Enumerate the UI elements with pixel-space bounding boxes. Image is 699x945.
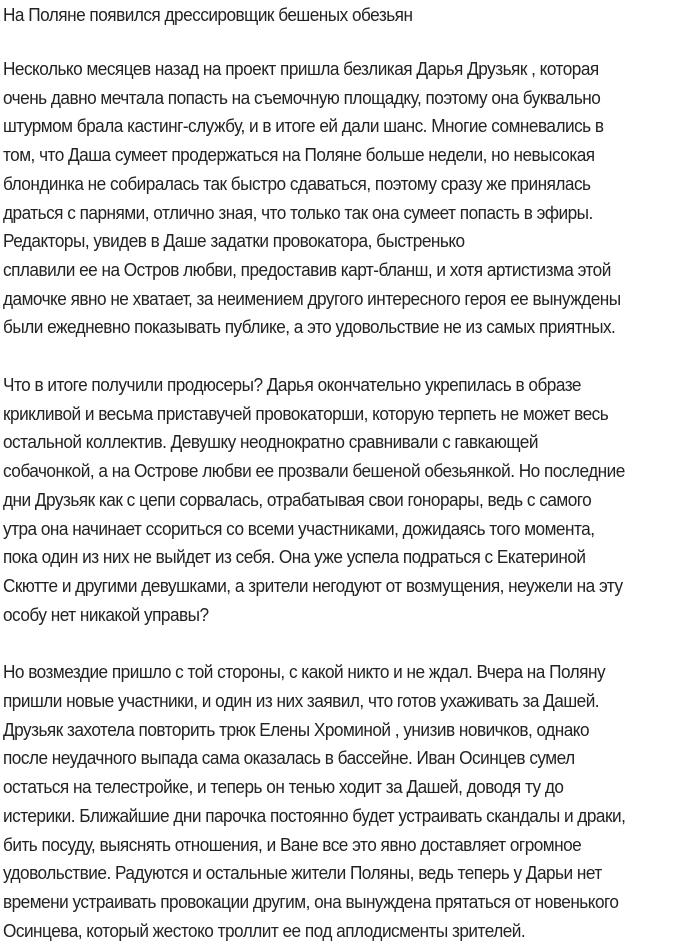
text-line: остаться на телестройке, и теперь он тенью ходит за Дашей, доводя ту до [3,776,564,798]
text-line: дамочке явно не хватает, за неимением другого интересного героя ее вынуждены [3,287,621,309]
text-line: сплавили ее на Остров любви, предоставив карт-бланш, и хотя артистизма этой [3,258,611,280]
paragraph-1 [3,55,699,342]
text-line: очень давно мечтала попасть на съемочную площадку, поэтому она буквально [3,86,601,108]
text-line: блондинка не собиралась так быстро сдаваться, поэтому сразу же принялась [3,172,591,194]
text-line: Но возмездие пришло с той стороны, с какой никто и не ждал. Вчера на Поляну [3,661,606,683]
text-line: дни Друзьяк как с цепи сорвалась, отрабатывая свои гонорары, ведь с самого [3,488,592,510]
text-line: драться с парнями, отлично зная, что только так она сумеет попасть в эфиры. [3,201,593,223]
text-line: пришли новые участники, и один из них заявил, что готов ухаживать за Дашей. [3,690,600,712]
text-line: остальной коллектив. Девушку неоднократно сравнивали с гавкающей [3,431,538,453]
text-line: после неудачного выпада сама оказалась в бассейне. Иван Осинцев сумел [3,747,575,769]
text-line: истерики. Ближайшие дни парочка постоянно будет устраивать скандалы и драки, [3,804,626,826]
text-line: удовольствие. Радуются и остальные жители Поляны, ведь теперь у Дарьи нет [3,862,602,884]
text-line: Несколько месяцев назад на проект пришла безликая Дарья Друзьяк , которая [3,58,599,79]
text-line: пока один из них не выйдет из себя. Она уже успела подраться с Екатериной [3,546,586,568]
text-line: том, что Даша сумеет продержаться на Поляне больше недели, но невысокая [3,144,595,166]
text-line: были ежедневно показывать публике, а это удовольствие не из самых приятных. [3,316,616,338]
text-line: крикливой и весьма приставучей провокаторши, которую терпеть не может весь [3,402,609,424]
article-title: На Поляне появился дрессировщик бешеных обезьян [3,4,413,25]
text-line: времени устраивать провокации другим, она вынуждена прятаться от новенького [3,890,619,912]
text-line: Редакторы, увидев в Даше задатки провокатора, быстренько [3,230,465,252]
text-line: собачонкой, а на Острове любви ее прозвали бешеной обезьянкой. Но последние [3,460,625,482]
text-line: штурмом брала кастинг-службу, и в итоге ей дали шанс. Многие сомневались в [3,115,604,137]
text-line: бить посуду, выяснять отношения, и Ване все это явно доставляет огромное [3,833,582,855]
text-line: Осинцева, который жестоко троллит ее под аплодисменты зрителей. [3,919,526,941]
text-line: Скютте и другими девушками, а зрители негодуют от возмущения, неужели на эту [3,574,623,596]
text-line: особу нет никакой управы? [3,603,209,625]
paragraph-2 [3,371,699,629]
text-line: Друзьяк захотела повторить трюк Елены Хроминой , унизив новичков, однако [3,718,590,740]
paragraph-3 [3,658,699,945]
text-line: утра она начинает ссориться со всеми участниками, дожидаясь того момента, [3,517,595,539]
text-line: Что в итоге получили продюсеры? Дарья окончательно укрепилась в образе [3,374,581,396]
